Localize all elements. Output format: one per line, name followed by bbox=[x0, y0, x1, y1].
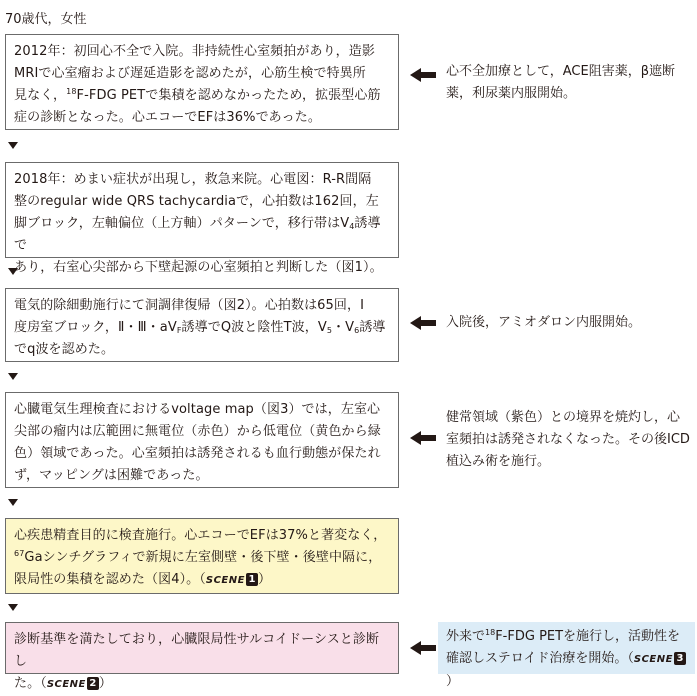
step-line: あり，右室心尖部から下壁起源の心室頻拍と判断した（図1）。 bbox=[14, 260, 383, 275]
step-box-2018 bbox=[5, 162, 399, 275]
scene-tag[interactable]: （SCENE 2 ） bbox=[40, 676, 112, 691]
step-box-2012 bbox=[5, 34, 399, 130]
patient-header: 70歳代，女性 bbox=[5, 12, 87, 27]
step-line bbox=[14, 673, 390, 696]
step-box-scene2 bbox=[5, 622, 399, 691]
step-line: 心臓電気生理検査におけるvoltage map（図3）では，左室心 bbox=[14, 402, 381, 417]
note-line: 心不全加療として，ACE阻害薬，β遮断 bbox=[446, 64, 675, 79]
note-line bbox=[446, 648, 687, 693]
left-arrow-icon bbox=[410, 316, 436, 330]
step-line: ず，マッピングは困難であった。 bbox=[14, 468, 209, 483]
step-line-text: 限局性の集積を認めた（図4）。 bbox=[14, 572, 200, 587]
step-line bbox=[14, 569, 390, 592]
step-line-text: た。 bbox=[14, 676, 41, 691]
step-line: 色）領域であった。心室頻拍は誘発されるも血行動態が保たれ bbox=[14, 446, 381, 461]
step-line: 心疾患精査目的に検査施行。心エコーでEFは37%と著変なく， bbox=[14, 528, 387, 543]
note-line: 植込み術を施行。 bbox=[446, 454, 551, 469]
note-ablation-icd bbox=[446, 407, 696, 473]
step-line: 脚ブロック，左軸偏位（上方軸）パターンで，移行帯は$V_4$誘導で bbox=[14, 216, 381, 253]
step-line: 整のregular wide QRS tachycardiaで，心拍数は162回，左 bbox=[14, 194, 379, 209]
note-line: 健常領域（紫色）との境界を焼灼し，心 bbox=[446, 410, 681, 425]
note-amiodarone bbox=[446, 312, 696, 334]
down-triangle-icon bbox=[8, 373, 18, 380]
note-line: 外来で$^{18}$F-FDG PETを施行し，活動性を bbox=[446, 628, 681, 644]
scene-label: SCENE bbox=[46, 679, 86, 690]
scene-label: SCENE bbox=[205, 575, 245, 586]
step-line: 2018年：めまい症状が出現し，救急来院。心電図：R-R間隔 bbox=[14, 172, 372, 187]
down-triangle-icon bbox=[8, 499, 18, 506]
step-box-ep-study bbox=[5, 392, 399, 488]
left-arrow-icon bbox=[410, 431, 436, 445]
step-box-defibrillation bbox=[5, 288, 399, 362]
note-line-text: 確認しステロイド治療を開始。 bbox=[446, 651, 628, 666]
step-line: 尖部の瘤内は広範囲に無電位（赤色）から低電位（黄色から緑 bbox=[14, 424, 381, 439]
scene-tag[interactable]: （SCENE 3） bbox=[446, 651, 686, 689]
down-triangle-icon bbox=[8, 604, 18, 611]
scene-label: SCENE bbox=[633, 654, 673, 665]
step-line: でq波を認めた。 bbox=[14, 342, 115, 357]
scene-number-badge: 3 bbox=[674, 652, 686, 665]
left-arrow-icon bbox=[410, 68, 436, 82]
step-line: 診断基準を満たしており，心臓限局性サルコイドーシスと診断し bbox=[14, 632, 380, 669]
step-line: 見なく，$^{18}$F-FDG PETで集積を認めなかったため，拡張型心筋 bbox=[14, 87, 381, 103]
step-line: 度房室ブロック，Ⅱ・Ⅲ・$aV_F$誘導でQ波と陰性T波，$V_5$・$V_6$誘導 bbox=[14, 320, 386, 335]
step-line: $^{67}$Gaシンチグラフィで新規に左室側壁・後下壁・後壁中隔に， bbox=[14, 549, 382, 565]
step-line: 症の診断となった。心エコーでEFは36%であった。 bbox=[14, 110, 321, 125]
step-box-scene1 bbox=[5, 518, 399, 594]
down-triangle-icon bbox=[8, 268, 18, 275]
step-line: 2012年：初回心不全で入院。非持続性心室頻拍があり，造影 bbox=[14, 44, 375, 59]
note-line: 薬，利尿薬内服開始。 bbox=[446, 86, 577, 101]
scene-tag[interactable]: （SCENE 1 ） bbox=[199, 572, 272, 587]
down-triangle-icon bbox=[8, 142, 18, 149]
note-line: 入院後，アミオダロン内服開始。 bbox=[446, 315, 642, 330]
left-arrow-icon bbox=[410, 641, 436, 655]
note-scene3 bbox=[438, 622, 695, 689]
step-line: MRIで心室瘤および遅延造影を認めたが，心筋生検で特異所 bbox=[14, 66, 366, 81]
scene-number-badge: 2 bbox=[87, 677, 99, 690]
scene-number-badge: 1 bbox=[246, 573, 258, 586]
step-line: 電気的除細動施行にて洞調律復帰（図2）。心拍数は65回，I bbox=[14, 298, 365, 313]
note-line: 室頻拍は誘発されなくなった。その後ICD bbox=[446, 432, 690, 447]
note-treatment-start bbox=[446, 61, 696, 105]
